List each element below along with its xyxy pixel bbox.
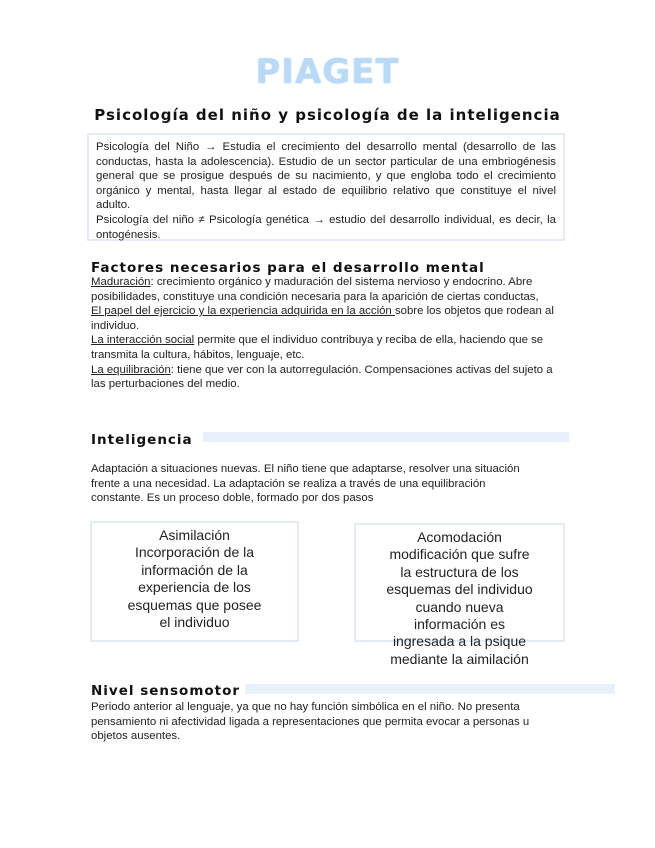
- factors-list: [91, 275, 566, 392]
- factor-equilibracion-text: : tiene que ver con la autorregulación. Compensaciones activas del sujeto a las perturbaciones del medio.: [91, 363, 553, 391]
- acomodacion-title: Acomodación: [417, 529, 502, 545]
- factor-ejercicio-text: sobre los objetos que rodean al individuo.: [91, 305, 554, 332]
- page-subtitle: Psicología del niño y psicología de la inteligencia: [94, 106, 561, 124]
- asimilacion-text: Incorporación de la información de la experiencia de los esquemas que posee el individuo: [127, 544, 262, 631]
- factor-interaccion-term: La interacción social: [91, 334, 195, 347]
- inteligencia-heading: Inteligencia: [91, 432, 193, 448]
- factors-heading: Factores necesarios para el desarrollo mental: [91, 260, 485, 276]
- inteligencia-heading-bar: [203, 432, 569, 442]
- factor-maduracion: [91, 275, 566, 304]
- factor-maduracion-term: Maduración: [91, 276, 151, 288]
- factor-ejercicio-term: El papel del ejercicio y la experiencia adquirida en la acción: [91, 305, 395, 318]
- factor-equilibracion: [91, 363, 566, 392]
- factor-equilibracion-term: La equilibración: [91, 363, 171, 376]
- sensomotor-text: Periodo anterior al lenguaje, ya que no hay función simbólica en el niño. No presenta pensamiento ni afectividad ligada a representaciones que permita evocar a personas u objetos ausentes.: [91, 701, 530, 743]
- intro-paragraph-2: Psicología del niño ≠ Psicología genética → estudio del desarrollo individual, es decir, la ontogénesis.: [96, 213, 556, 241]
- acomodacion-box: [354, 523, 565, 667]
- intro-box: [87, 133, 565, 241]
- factor-interaccion-text: permite que el individuo contribuya y reciba de ella, haciendo que se transmita la cultura, hábitos, lenguaje, etc.: [91, 334, 544, 361]
- inteligencia-text: Adaptación a situaciones nuevas. El niño tiene que adaptarse, resolver una situación frente a una necesidad. La adaptación se realiza a través de una equilibración constante. Es un proceso doble, formado por dos pasos: [91, 463, 520, 505]
- factor-interaccion: [91, 333, 566, 362]
- intro-paragraph-1: Psicología del Niño → Estudia el crecimiento del desarrollo mental (desarrollo de las conductas, hasta la adolescencia). Estudio de un sector particular de una embriogénesis general que se prosigue después de su nacimiento, y que engloba todo el crecimiento orgánico y mental, hasta llegar al estado de equilibrio relativo que constituye el nivel adulto.: [96, 141, 556, 212]
- page-title: PIAGET: [255, 52, 400, 92]
- asimilacion-box: [90, 521, 299, 642]
- sensomotor-heading: Nivel sensomotor: [91, 683, 241, 699]
- sensomotor-heading-bar: [245, 684, 615, 694]
- factor-maduracion-text: : crecimiento orgánico y maduración del sistema nervioso y endocrino. Abre posibilidades, constituye una condición necesaria para la aparición de ciertas conductas,: [91, 276, 539, 303]
- asimilacion-title: Asimilación: [159, 527, 230, 543]
- factor-ejercicio: [91, 304, 566, 333]
- acomodacion-text: modificación que sufre la estructura de los esquemas del individuo cuando nueva información es ingresada a la psique mediante la aimilación: [386, 546, 533, 667]
